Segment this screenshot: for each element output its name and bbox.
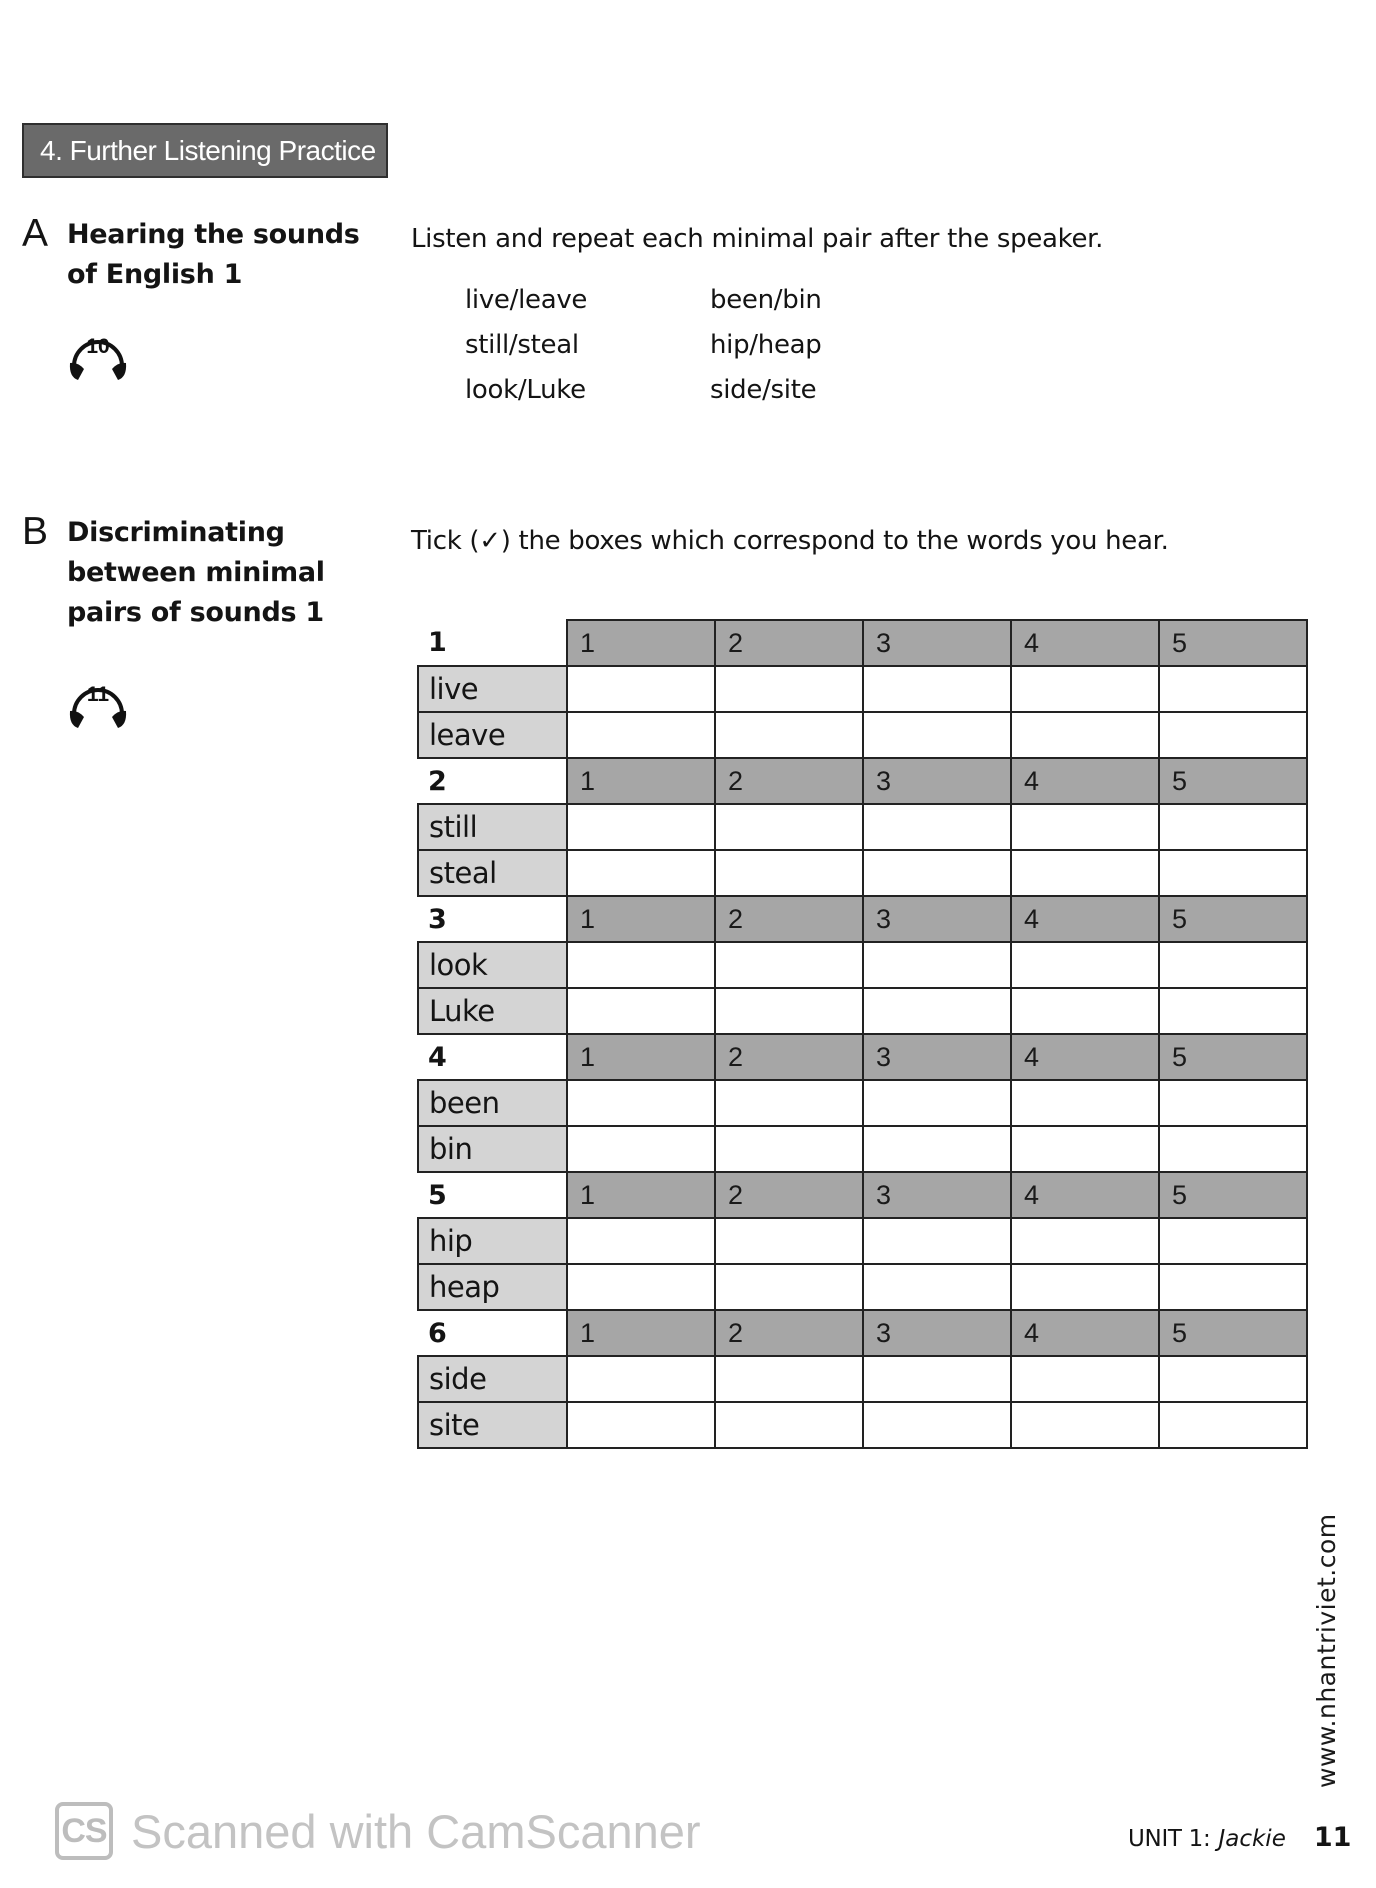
tick-box[interactable] (1011, 1356, 1159, 1402)
tick-box[interactable] (1159, 666, 1307, 712)
tick-box[interactable] (1011, 1218, 1159, 1264)
tick-box[interactable] (715, 1402, 863, 1448)
word-label: look (418, 942, 567, 988)
tick-box[interactable] (1159, 988, 1307, 1034)
column-number-header: 2 (715, 758, 863, 804)
column-number-header: 2 (715, 896, 863, 942)
footer-unit-name: Jackie (1218, 1826, 1286, 1852)
tick-box[interactable] (567, 712, 715, 758)
tick-word-row (418, 1264, 1307, 1310)
word-label: Luke (418, 988, 567, 1034)
minimal-pairs-right (710, 278, 822, 413)
column-number-header: 4 (1011, 1310, 1159, 1356)
column-number-header: 1 (567, 1034, 715, 1080)
column-number-header: 5 (1159, 1034, 1307, 1080)
item-number: 2 (428, 765, 447, 797)
tick-box[interactable] (715, 1080, 863, 1126)
tick-box[interactable] (863, 804, 1011, 850)
tick-box[interactable] (1011, 988, 1159, 1034)
item-number: 5 (428, 1179, 447, 1211)
camscanner-watermark (55, 1800, 701, 1862)
word-label: been (418, 1080, 567, 1126)
section-a-title-line: of English 1 (67, 259, 243, 290)
website-watermark: www.nhantriviet.com (1312, 1513, 1341, 1788)
tick-box[interactable] (715, 712, 863, 758)
column-number-header: 2 (715, 620, 863, 666)
tick-box[interactable] (567, 666, 715, 712)
column-number-header: 5 (1159, 758, 1307, 804)
tick-box[interactable] (863, 1402, 1011, 1448)
track-number: 10 (86, 335, 110, 358)
word-label: heap (418, 1264, 567, 1310)
column-number-header: 1 (567, 620, 715, 666)
minimal-pair: hip/heap (710, 330, 822, 360)
tick-box[interactable] (715, 1356, 863, 1402)
tick-box[interactable] (1011, 1080, 1159, 1126)
column-number-header: 4 (1011, 620, 1159, 666)
word-label: side (418, 1356, 567, 1402)
minimal-pair: still/steal (465, 330, 579, 360)
minimal-pair: look/Luke (465, 375, 586, 405)
tick-word-row (418, 850, 1307, 896)
tick-item-header-row (418, 1034, 1307, 1080)
camscanner-text: Scanned with CamScanner (131, 1804, 701, 1858)
column-number-header: 4 (1011, 758, 1159, 804)
tick-box[interactable] (1011, 850, 1159, 896)
tick-box[interactable] (1159, 1080, 1307, 1126)
tick-box[interactable] (1011, 712, 1159, 758)
tick-box[interactable] (1159, 1218, 1307, 1264)
column-number-header: 3 (863, 1034, 1011, 1080)
tick-box[interactable] (715, 1218, 863, 1264)
column-number-header: 2 (715, 1034, 863, 1080)
item-number: 1 (428, 627, 447, 658)
section-a-title-line: Hearing the sounds (67, 219, 360, 250)
column-number-header: 3 (863, 1310, 1011, 1356)
footer-unit: UNIT 1: (1128, 1826, 1211, 1852)
tick-word-row (418, 1080, 1307, 1126)
tick-box[interactable] (715, 666, 863, 712)
column-number-header: 3 (863, 1172, 1011, 1218)
tick-box[interactable] (863, 1356, 1011, 1402)
tick-box[interactable] (567, 988, 715, 1034)
column-number-header: 3 (863, 758, 1011, 804)
tick-box[interactable] (567, 942, 715, 988)
tick-box[interactable] (863, 988, 1011, 1034)
tick-box[interactable] (567, 1402, 715, 1448)
tick-word-row (418, 988, 1307, 1034)
tick-box[interactable] (1159, 1126, 1307, 1172)
column-number-header: 1 (567, 758, 715, 804)
tick-box[interactable] (567, 1126, 715, 1172)
tick-box[interactable] (1159, 1402, 1307, 1448)
item-number: 4 (428, 1041, 447, 1073)
tick-box[interactable] (863, 712, 1011, 758)
column-number-header: 5 (1159, 620, 1307, 666)
tick-box[interactable] (863, 1264, 1011, 1310)
tick-box[interactable] (1159, 1264, 1307, 1310)
column-number-header: 5 (1159, 1172, 1307, 1218)
word-label: still (418, 804, 567, 850)
word-label: site (418, 1402, 567, 1448)
section-a-instruction: Listen and repeat each minimal pair after the speaker. (411, 224, 1104, 254)
section-a-title (67, 215, 360, 295)
column-number-header: 4 (1011, 1034, 1159, 1080)
minimal-pair: been/bin (710, 285, 822, 315)
tick-box[interactable] (863, 1218, 1011, 1264)
tick-box[interactable] (1159, 1356, 1307, 1402)
tick-box[interactable] (863, 942, 1011, 988)
tick-box[interactable] (567, 1264, 715, 1310)
tick-word-row (418, 1218, 1307, 1264)
page-number: 11 (1313, 1822, 1352, 1853)
column-number-header: 4 (1011, 1172, 1159, 1218)
tick-box[interactable] (567, 804, 715, 850)
tick-box[interactable] (863, 1126, 1011, 1172)
tick-box[interactable] (1159, 804, 1307, 850)
column-number-header: 4 (1011, 896, 1159, 942)
word-label: hip (418, 1218, 567, 1264)
tick-box[interactable] (1159, 850, 1307, 896)
camscanner-logo: CS (55, 1802, 113, 1860)
tick-box[interactable] (715, 850, 863, 896)
tick-item-header-row (418, 1172, 1307, 1218)
tick-box[interactable] (1011, 942, 1159, 988)
headphones-icon[interactable] (65, 322, 131, 384)
tick-box[interactable] (863, 1080, 1011, 1126)
section-banner: 4. Further Listening Practice (22, 123, 388, 178)
tick-box[interactable] (567, 850, 715, 896)
tick-box[interactable] (1011, 804, 1159, 850)
tick-table (417, 619, 1308, 1449)
tick-box[interactable] (715, 988, 863, 1034)
section-b-instruction: Tick (✓) the boxes which correspond to the words you hear. (411, 526, 1169, 556)
item-number: 6 (428, 1317, 447, 1349)
tick-word-row (418, 712, 1307, 758)
word-label: bin (418, 1126, 567, 1172)
section-b-title-line: Discriminating (67, 517, 285, 548)
column-number-header: 5 (1159, 896, 1307, 942)
column-number-header: 2 (715, 1172, 863, 1218)
column-number-header: 3 (863, 896, 1011, 942)
column-number-header: 1 (567, 1310, 715, 1356)
tick-word-row (418, 666, 1307, 712)
tick-box[interactable] (567, 1080, 715, 1126)
tick-box[interactable] (1011, 1126, 1159, 1172)
tick-word-row (418, 1356, 1307, 1402)
section-b-title (67, 513, 325, 633)
section-b-title-line: pairs of sounds 1 (67, 597, 324, 628)
minimal-pair: side/site (710, 375, 817, 405)
tick-box[interactable] (715, 804, 863, 850)
tick-item-header-row (418, 758, 1307, 804)
tick-box[interactable] (863, 666, 1011, 712)
tick-box[interactable] (1159, 942, 1307, 988)
tick-box[interactable] (1159, 712, 1307, 758)
section-b-title-line: between minimal (67, 557, 325, 588)
word-label: leave (418, 712, 567, 758)
tick-box[interactable] (1011, 1264, 1159, 1310)
tick-item-header-row (418, 896, 1307, 942)
tick-box[interactable] (567, 1218, 715, 1264)
headphones-icon[interactable] (65, 670, 131, 732)
tick-box[interactable] (1011, 666, 1159, 712)
page-footer (1128, 1822, 1351, 1853)
minimal-pair: live/leave (465, 285, 588, 315)
word-label: live (418, 666, 567, 712)
section-b-letter: B (22, 510, 49, 553)
column-number-header: 1 (567, 1172, 715, 1218)
column-number-header: 2 (715, 1310, 863, 1356)
tick-box[interactable] (715, 1264, 863, 1310)
tick-word-row (418, 1126, 1307, 1172)
tick-item-header-row (418, 620, 1307, 666)
tick-table-body (418, 620, 1307, 1448)
tick-box[interactable] (715, 1126, 863, 1172)
tick-item-header-row (418, 1310, 1307, 1356)
tick-box[interactable] (863, 850, 1011, 896)
tick-box[interactable] (567, 1356, 715, 1402)
column-number-header: 5 (1159, 1310, 1307, 1356)
track-number: 11 (86, 683, 110, 706)
section-a-letter: A (22, 212, 49, 255)
tick-word-row (418, 1402, 1307, 1448)
item-number: 3 (428, 903, 447, 935)
column-number-header: 1 (567, 896, 715, 942)
tick-word-row (418, 804, 1307, 850)
minimal-pairs-left (465, 278, 587, 413)
tick-word-row (418, 942, 1307, 988)
tick-box[interactable] (1011, 1402, 1159, 1448)
column-number-header: 3 (863, 620, 1011, 666)
tick-box[interactable] (715, 942, 863, 988)
word-label: steal (418, 850, 567, 896)
